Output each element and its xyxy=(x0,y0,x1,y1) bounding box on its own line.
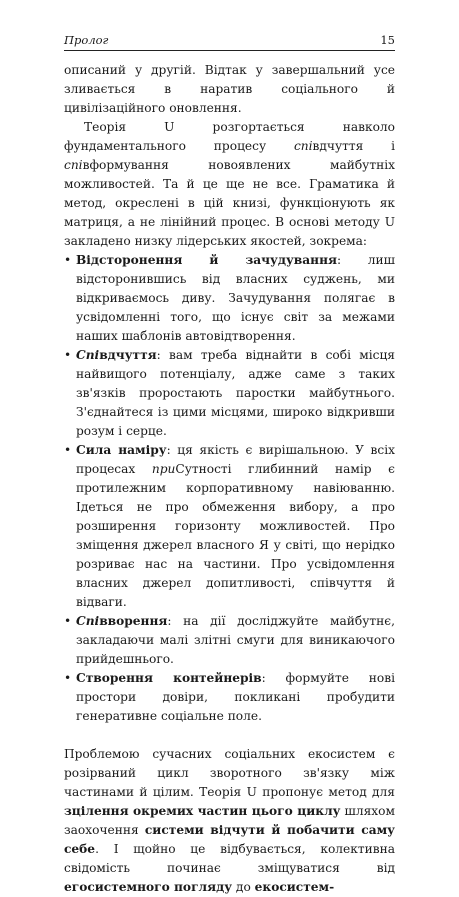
term: Сила наміру xyxy=(76,443,167,457)
paragraph-theory-u: Теорія U розгортається навколо фундаментального процесу співдчуття і співформування новоявлених майбутніх можливостей. Та й це ще не все. Граматика й метод, окреслені в цій книзі, функціонують як матриця, а не лінійний процес. В основі методу U закладено низку лідерських якостей, зокрема: xyxy=(64,120,395,248)
list-item: • Створення контейнерів: формуйте нові простори довіри, покликані пробудити генеративне соціальне поле. xyxy=(76,669,395,726)
emphasis-spi: спі xyxy=(293,139,313,153)
section-title: Пролог xyxy=(64,33,109,47)
paragraph-ecosystems: Проблемою сучасних соціальних екосистем є розірваний цикл зворотного зв'язку між частинами й цілим. Теорія U пропонує метод для зцілення окремих частин цього циклу шляхом заохочення системи відчути й побачити саму себе. І щойно це відбувається, колективна свідомість починає зміщуватися від егосистемного погляду до екосистем- xyxy=(64,747,395,894)
running-header xyxy=(64,33,395,47)
term: Відсторонення й зачудування xyxy=(76,253,337,267)
term: Створення контейнерів xyxy=(76,671,262,685)
header-rule xyxy=(64,50,395,51)
list-item: • Відсторонення й зачудування: лиш відсторонившись від власних суджень, ми відкриваємось диву. Зачудування полягає в усвідомленні того, що існує світ за межами наших шаблонів автовідтворення. xyxy=(76,251,395,346)
list-item: • Співворення: на дії досліджуйте майбутнє, закладаючи малі злітні смуги для виникаючого прийдешнього. xyxy=(76,612,395,669)
paragraph-continuation: описаний у другій. Відтак у завершальний усе зливається в наратив соціального й цивілізаційного оновлення. xyxy=(64,63,395,115)
page-body xyxy=(64,61,395,897)
leadership-qualities-list xyxy=(64,251,395,726)
page-number: 15 xyxy=(380,33,395,47)
list-item: • Сила наміру: ця якість є вирішальною. У всіх процесах приСутності глибинний намір є протилежним корпоративному навіюванню. Ідеться не про обмеження вибору, а про розширення горизонту можливостей. Про зміщення джерел власного Я у світі, що нерідко розриває нас на частини. Про усвідомлення власних джерел допитливості, співчуття й відваги. xyxy=(76,441,395,612)
term: Співворення xyxy=(76,614,168,628)
list-item: • Співдчуття: вам треба віднайти в собі місця найвищого потенціалу, адже саме з таких зв'язків проростають паростки майбутнього. З'єднайтеся із цими місцями, широко відкривши розум і серце. xyxy=(76,346,395,441)
emphasis-spi: спі xyxy=(64,158,83,172)
term: Співдчуття xyxy=(76,348,157,362)
